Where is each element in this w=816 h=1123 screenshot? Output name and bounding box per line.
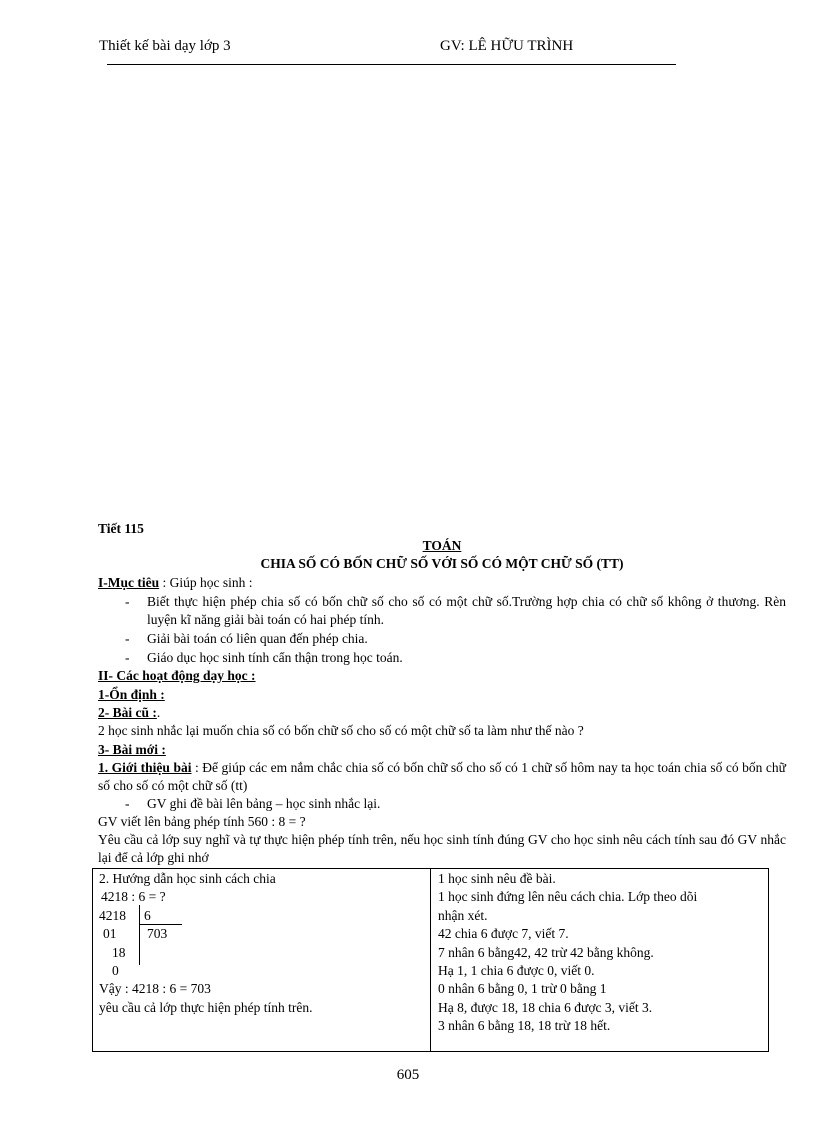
header-right: GV: LÊ HỮU TRÌNH: [440, 38, 574, 54]
student-step: 7 nhân 6 bằng42, 42 trừ 42 bằng không.: [438, 945, 654, 960]
page-number: 605: [396, 1067, 420, 1083]
objectives-line: [98, 574, 253, 592]
objective-dash: -: [125, 631, 130, 646]
new-lesson-heading: 3- Bài mới :: [98, 742, 166, 757]
dividend: 4218: [99, 908, 126, 923]
objective-item: Giáo dục học sinh tính cẩn thận trong học toán.: [147, 650, 403, 665]
objectives-heading: I-Mục tiêu: [98, 575, 160, 590]
objectives-intro: : Giúp học sinh :: [159, 575, 253, 590]
old-lesson-tail: .: [156, 705, 161, 720]
activity-table: [92, 868, 769, 1052]
remainder-2: 18: [112, 945, 126, 960]
student-step: Hạ 1, 1 chia 6 được 0, viết 0.: [438, 963, 595, 978]
intro-heading: 1. Giới thiệu bài: [98, 760, 192, 775]
student-step: nhận xét.: [438, 908, 488, 923]
objective-item: Giải bài toán có liên quan đến phép chia.: [147, 631, 368, 646]
student-step: 42 chia 6 được 7, viết 7.: [438, 926, 569, 941]
lesson-period: Tiết 115: [98, 521, 144, 536]
student-step: 0 nhân 6 bằng 0, 1 trừ 0 bằng 1: [438, 981, 607, 996]
request-paragraph: Yêu cầu cả lớp suy nghĩ và tự thực hiện phép tính trên, nếu học sinh tính đúng GV cho học sinh nêu cách tính sau đó GV nhắc lại để cả lớp ghi nhớ: [98, 832, 786, 865]
remainder-3: 0: [112, 963, 119, 978]
gv-write: GV viết lên bảng phép tính 560 : 8 = ?: [98, 814, 306, 829]
old-lesson-heading: 2- Bài cũ :: [98, 705, 157, 720]
intro-dash: -: [125, 796, 130, 811]
intro-bullet: GV ghi đề bài lên bảng – học sinh nhắc lại.: [147, 796, 381, 811]
intro-text: : Để giúp các em nắm chắc chia số có bốn chữ số cho số có 1 chữ số hôm nay ta học toán chia số có bốn chữ số cho số có một chữ số (tt): [98, 760, 786, 793]
division-vertical-line: [139, 905, 140, 965]
student-step: 3 nhân 6 bằng 18, 18 trừ 18 hết.: [438, 1018, 611, 1033]
objective-dash: -: [125, 650, 130, 665]
activities-heading: II- Các hoạt động dạy học :: [98, 668, 256, 683]
student-step: 1 học sinh đứng lên nêu cách chia. Lớp theo dõi: [438, 889, 698, 904]
division-expression: 4218 : 6 = ?: [101, 889, 166, 904]
quotient: 703: [147, 926, 168, 941]
objective-item: Biết thực hiện phép chia số có bốn chữ số cho số có một chữ số.Trường hợp chia có chữ số không ở thương. Rèn luyện kĩ năng giải bài toán có hai phép tính.: [147, 594, 786, 627]
class-task: yêu cầu cả lớp thực hiện phép tính trên.: [99, 1000, 313, 1015]
header-rule: [107, 64, 676, 65]
lesson-title: CHIA SỐ CÓ BỐN CHỮ SỐ VỚI SỐ CÓ MỘT CHỮ SỐ (TT): [260, 556, 624, 571]
old-lesson-line: [98, 704, 160, 722]
objective-dash: -: [125, 594, 130, 609]
student-step: Hạ 8, được 18, 18 chia 6 được 3, viết 3.: [438, 1000, 653, 1015]
teacher-column: [93, 869, 431, 1052]
divisor: 6: [144, 908, 151, 923]
student-step: 1 học sinh nêu đề bài.: [438, 871, 556, 886]
lesson-subject: TOÁN: [422, 538, 462, 553]
division-result: Vậy : 4218 : 6 = 703: [99, 981, 211, 996]
guide-heading: 2. Hướng dẫn học sinh cách chia: [99, 871, 276, 886]
header-left: Thiết kế bài dạy lớp 3: [99, 38, 231, 54]
intro-paragraph: [98, 759, 786, 795]
student-column: [431, 869, 769, 1052]
stabilize-heading: 1-Ổn định :: [98, 687, 165, 702]
remainder-1: 01: [103, 926, 117, 941]
old-lesson-text: 2 học sinh nhắc lại muốn chia số có bốn chữ số cho số có một chữ số ta làm như thế nào ?: [98, 723, 584, 738]
